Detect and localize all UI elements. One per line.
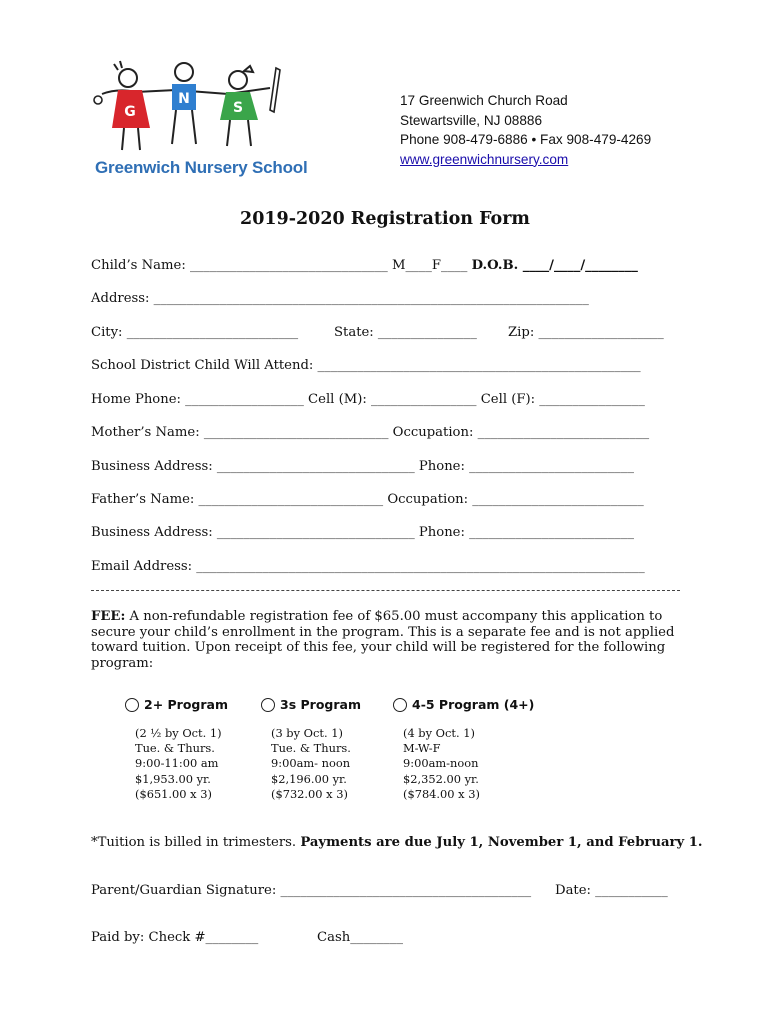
father-row[interactable]: Father’s Name: ____________________________ Occupation: __________________________ xyxy=(91,492,644,507)
form-title: 2019-2020 Registration Form xyxy=(240,209,530,229)
radio-circle-icon[interactable] xyxy=(125,698,139,712)
cash-field[interactable]: Cash________ xyxy=(317,930,403,945)
address-field[interactable]: Address: __________________________________________________________________ xyxy=(91,291,589,306)
program-age: (4 by Oct. 1) xyxy=(403,726,475,740)
address-line-2: Stewartsville, NJ 08886 xyxy=(400,112,543,128)
fee-paragraph xyxy=(91,609,681,671)
address-line-1: 17 Greenwich Church Road xyxy=(400,93,568,108)
program-age: (3 by Oct. 1) xyxy=(271,726,343,740)
phones-row[interactable]: Home Phone: __________________ Cell (M): ________________ Cell (F): ________________ xyxy=(91,392,645,407)
address-block xyxy=(400,91,651,169)
logo-letter-n: N xyxy=(178,91,190,107)
program-time: 9:00-11:00 am xyxy=(135,756,219,771)
program-name: 3s Program xyxy=(280,697,361,712)
email-field[interactable]: Email Address: ____________________________________________________________________ xyxy=(91,559,645,574)
school-district-field[interactable]: School District Child Will Attend: _________________________________________________ xyxy=(91,358,641,373)
fee-label: FEE: xyxy=(91,609,126,624)
radio-circle-icon[interactable] xyxy=(393,698,407,712)
program-age: (2 ½ by Oct. 1) xyxy=(135,726,222,740)
father-business-row[interactable]: Business Address: ______________________________ Phone: _________________________ xyxy=(91,525,634,540)
logo-letter-s: S xyxy=(232,100,244,116)
date-field[interactable]: Date: ___________ xyxy=(555,883,668,898)
program-price: $1,953.00 yr. xyxy=(135,771,211,786)
logo-children-icon xyxy=(88,58,288,158)
school-name: Greenwich Nursery School xyxy=(95,158,308,177)
program-option-3s[interactable] xyxy=(261,697,361,802)
payment-due-text: Payments are due July 1, November 1, and February 1. xyxy=(300,835,703,850)
mother-row[interactable]: Mother’s Name: ____________________________ Occupation: __________________________ xyxy=(91,425,650,440)
signature-field[interactable]: Parent/Guardian Signature: ______________________________________ xyxy=(91,883,532,898)
program-price: $2,196.00 yr. xyxy=(271,771,347,786)
fee-text: A non-refundable registration fee of $65.00 must accompany this application to secure your child’s enrollment in the program. This is a separate fee and is not applied toward tuition. Upon receipt of this fee, your child will be registered for the following program: xyxy=(91,609,675,671)
check-field[interactable]: Paid by: Check #________ xyxy=(91,930,259,945)
program-days: Tue. & Thurs. xyxy=(271,741,351,756)
child-name-row[interactable] xyxy=(91,258,638,273)
program-name: 4-5 Program (4+) xyxy=(412,697,535,712)
child-name-field[interactable]: Child’s Name: ______________________________ M____F____ xyxy=(91,258,468,273)
program-installment: ($651.00 x 3) xyxy=(135,786,212,801)
city-field[interactable]: City: __________________________ xyxy=(91,325,299,340)
phone-fax: Phone 908-479-6886 • Fax 908-479-4269 xyxy=(400,132,652,147)
program-days: Tue. & Thurs. xyxy=(135,741,215,756)
program-installment: ($784.00 x 3) xyxy=(403,786,480,801)
program-time: 9:00am-noon xyxy=(403,756,479,771)
program-option-4-5[interactable] xyxy=(393,697,534,802)
logo-letter-g: G xyxy=(124,104,136,120)
program-days: M-W-F xyxy=(403,741,441,756)
mother-business-row[interactable]: Business Address: ______________________________ Phone: _________________________ xyxy=(91,459,634,474)
zip-field[interactable]: Zip: ___________________ xyxy=(508,325,664,340)
radio-circle-icon[interactable] xyxy=(261,698,275,712)
program-installment: ($732.00 x 3) xyxy=(271,786,348,801)
program-name: 2+ Program xyxy=(144,697,229,712)
program-price: $2,352.00 yr. xyxy=(403,771,479,786)
program-option-2plus[interactable] xyxy=(125,697,228,802)
state-field[interactable]: State: _______________ xyxy=(334,325,477,340)
dashed-divider xyxy=(91,590,680,591)
tuition-text: *Tuition is billed in trimesters. xyxy=(91,835,301,850)
website-link[interactable]: www.greenwichnursery.com xyxy=(400,151,569,167)
dob-field[interactable]: D.O.B. ____/____/________ xyxy=(471,258,638,273)
program-time: 9:00am- noon xyxy=(271,756,351,771)
tuition-note xyxy=(91,835,702,850)
